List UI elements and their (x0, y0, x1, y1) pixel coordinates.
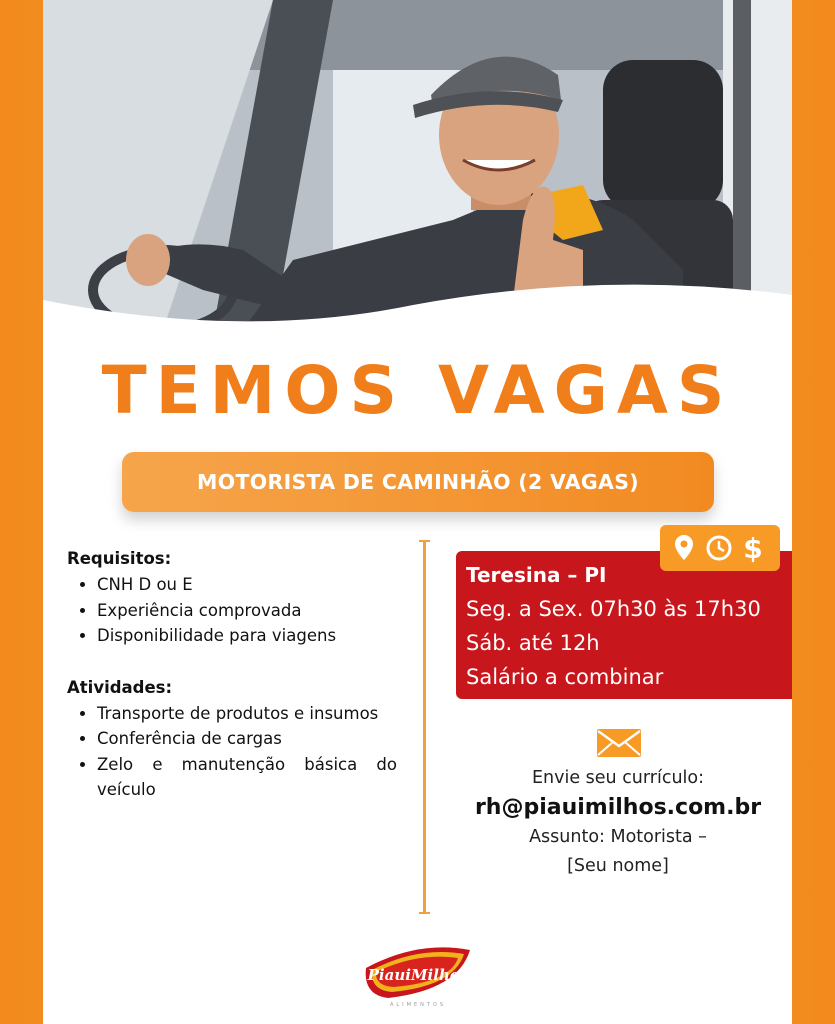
list-item: • Zelo e manutenção básica do veículo (97, 752, 397, 803)
list-item: • Disponibilidade para viagens (97, 623, 397, 649)
svg-text:ALIMENTOS: ALIMENTOS (389, 1002, 447, 1008)
location-text: Teresina – PI (466, 563, 607, 587)
salary-text: Salário a combinar (466, 665, 664, 689)
activities-title: Atividades: (67, 677, 173, 697)
piauimilhos-logo (358, 940, 478, 1010)
position-title: MOTORISTA DE CAMINHÃO (2 VAGAS) (197, 470, 639, 494)
svg-text:PiauiMilhos: PiauiMilhos (367, 966, 469, 984)
clock-icon (708, 537, 730, 559)
contact-section (438, 764, 792, 881)
schedule-weekdays: Seg. a Sex. 07h30 às 17h30 (466, 597, 761, 621)
envelope-icon (596, 728, 642, 758)
list-item: • CNH D ou E (97, 572, 397, 598)
contact-prompt: Envie seu currículo: (531, 768, 705, 788)
location-pin-icon (675, 535, 693, 560)
list-item: • Conferência de cargas (97, 726, 397, 752)
contact-email[interactable]: rh@piauimilhos.com.br (474, 795, 762, 820)
subject-line-1: Assunto: Motorista – (529, 827, 707, 847)
job-details (67, 546, 397, 803)
driver-photo (43, 0, 792, 330)
list-item: • Experiência comprovada (97, 598, 397, 624)
svg-text:$: $ (743, 532, 763, 565)
column-divider (423, 540, 426, 914)
list-item: • Transporte de produtos e insumos (97, 701, 397, 727)
headline: TEMOS VAGAS (101, 352, 734, 429)
schedule-saturday: Sáb. até 12h (466, 631, 600, 655)
requirements-title: Requisitos: (67, 549, 172, 568)
activities-list (67, 701, 397, 803)
subject-line-2: [Seu nome] (567, 856, 669, 876)
position-banner (122, 452, 714, 512)
poster-card (43, 0, 792, 1024)
info-text (466, 558, 761, 694)
requirements-list (67, 572, 397, 649)
